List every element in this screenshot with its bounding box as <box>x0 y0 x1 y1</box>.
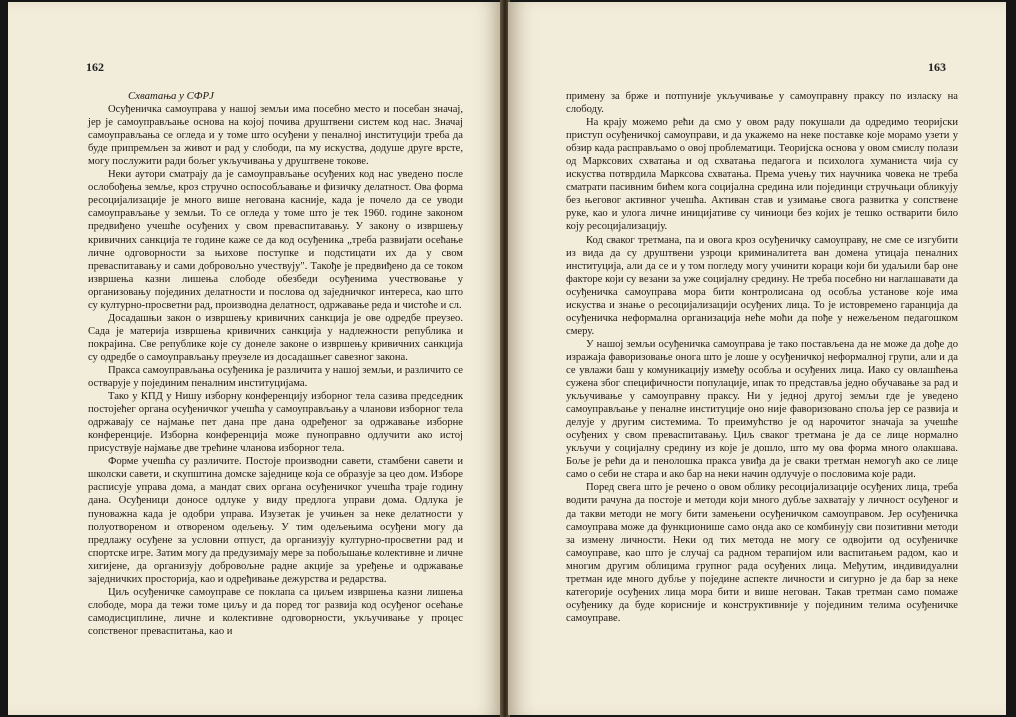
paragraph: Тако у КПД у Нишу изборну конференцију изборног тела сазива председник постојећег органа осуђеничког учешћа у самоуправљању а чланови изборног тела одржавају се најмање пет дана пре дана одређеног за одржавање изборне конференције. Изборна конференција може пуноправно одлучити ако истој присуствује најмање две трећине чланова изборног тела. <box>88 391 463 455</box>
paragraph: Досадашњи закон о извршењу кривичних санкција је ове одредбе преузео. Сада је материја извршења кривичних санкција у надлежности република и покрајина. Све републике које су донеле законе о извршењу кривичних санкција су одредбе о самоуправљању преузеле из досадашњег савезног закона. <box>88 312 463 363</box>
paragraph: Неки аутори сматрају да је самоуправљање осуђених код нас уведено после ослобођења земље, кроз стручно оспособљавање и физичку делатност. Ова форма ресоцијализације је много више негована касније, када је почело да се уводи самоуправљање у земљи. То се огледа у томе што је тек 1960. године законом предвиђено учешће осуђених у свом превaспитавању. У закону о извршењу кривичних санкција те године каже се да код осуђеника „треба развијати осећање личне одговорности за њихове поступке и подстицати их да у свом превaспитавању и сами добровољно учествују". Такође је предвиђено да се током извршења казни лишења слободе обезбеди осуђенима учествовање у организовању појединих делатности и послова од заједничког интереса, као што су културно-просветни рад, производна делатност, одржавање реда и чистоће и сл. <box>88 169 463 311</box>
right-page <box>508 2 1006 715</box>
paragraph: Пракса самоуправљања осуђеника је различита у нашој земљи, и различито се остварује у појединим пеналним институцијама. <box>88 364 463 390</box>
right-page-text <box>566 90 958 625</box>
paragraph: Поред свега што је речено о овом облику ресоцијализације осуђених лица, треба водити рачуна да постоје и методи који много дубље захватају у личност осуђеног и да такви методи не могу бити замењени осуђеничком самоуправом. Јер осуђеничка самоуправа може да функционише само онда ако се комбинују сви позитивни методи за измену личности. Неки од тих метода не могу се одвојити од осуђеничке самоуправе, као што је случај са радном терапијом или васпитањем радом, као и многим другим облицима групног рада осуђених лица. Међутим, индивидуални третман иде много дубље у поједине аспекте личности и сигурно је да бар за неке категорије осуђених лица мора бити и више негован. Такав третман само помаже осуђенику да буде корисније и конструктивније у појединим телима осуђеничке самоуправе. <box>566 482 958 624</box>
paragraph: примену за брже и потпуније укључивање у самоуправну праксу по изласку на слободу. <box>566 91 958 116</box>
paragraph: У нашој земљи осуђеничка самоуправа је тако постављена да не може да дође до изражаја фаворизовање онога што је лоше у осуђеничкој неформалној групи, али и да се увлажи баш у комуникацију између особља и осуђених лица. Иако су овлашћења сужена због специфичности популације, ипак то представља једно обучавање за рад и укључивање у самоуправну праксу. Ни у једној другој земљи где је уведено самоуправљање у пеналне институције оно није фаворизовано споља јер се развија и делује у другим системима. То преимућство је од нарочитог значаја за учешће осуђених у свом превaспитавању. Циљ сваког третмана је да се лице нормално укључи у социјалну средину из које је дошло, што му ова форма много олакшава. Боље је рећи да и пенолошка пракса увиђа да је сваки третман немогућ ако се лице само о себи не стара и ако бар на неки начин одлучује о пословима које ради. <box>566 338 958 481</box>
paragraph: Осуђеничка самоуправа у нашој земљи има посебно место и посебан значај, јер је самоуправљање основа на којој почива друштвени систем код нас. Значај самоуправљања се огледа и у томе што осуђени у пеналној институцији треба да буде припремљен за живот и рад у слободи, па му искуства, додуше друге врсте, могу послужити ради бољег укључивања у друштвене токове. <box>88 104 463 168</box>
page-number-left: 162 <box>86 60 104 74</box>
paragraph: Код сваког третмана, па и овога кроз осуђеничку самоуправу, не сме се изгубити из вида да су друштвени узроци криминалитета ван домена утицаја пеналних институција, али да се и у том погледу могу учинити кораци који би удаљили бар оне факторе који су везани за уже социјалну средину. Не треба посебно ни наглашавати да осуђеничка самоуправа мора бити контролисана од особља установе које има искуства и знање о ресоцијализацији осуђених лица. То је истовремено гаранција да осуђеничка неформална организација неће моћи да пође у нежељеном педагошком смеру. <box>566 234 958 337</box>
left-page <box>8 2 502 715</box>
paragraph: Циљ осуђеничке самоуправе се поклапа са циљем извршења казни лишења слободе, мора да тежи томе циљу и да поред тог развија код осуђеног осећање самодисциплине, личне и колективне одговорности, укључивање у процес сопственог превaспитања, као и <box>88 586 463 637</box>
paragraph: На крају можемо рећи да смо у овом раду покушали да одредимо теоријски приступ осуђеничкој самоуправи, и да укажемо на неке поставке које морамо узети у обзир када расправљамо о овој проблематици. Теоријска основа у овом смислу полази од Марксових схватања и од схватања педагога и психолога хуманиста чија су искуства потврдила Марксова схватања. Према учењу тих научника човека не треба сматрати пасивним бићем кога социјална средина или појединци стручњаци обликују без његовог активног учешћа. Активан став и узимање свога развитка у сопствене руке, као и улога личне иницијативе су чиниоци без којих је тешко остварити било коју ресоцијализацију. <box>566 117 958 233</box>
page-number-right: 163 <box>928 60 946 74</box>
paragraph: Форме учешћа су различите. Постоје производни савети, стамбени савети и школски савети, и скупштина домске заједнице која се образује за цео дом. Изборе расписује управа дома, а мандат свих органа осуђеничког учешћа траје годину дана. Осуђеници доносе одлуке у виду предлога управи дома. Одлука је пуноважна када је одобри управа. Изузетак је учињен за неке делатности у полуотвореном и отвореном одељењу. У тим одељењима осуђени могу да предлажу осуђене за условни отпуст, да организују културно-просветни рад и спортске игре. Затим могу да предузимају мере за побољшање колективне и личне хигијене, да организују добровољне радне акције за уређење и одржавање заједничких просторија, као и одређивање дежурства и редарства. <box>88 456 463 585</box>
left-page-text <box>88 90 463 638</box>
section-heading: Схватања у СФРЈ <box>128 90 214 102</box>
